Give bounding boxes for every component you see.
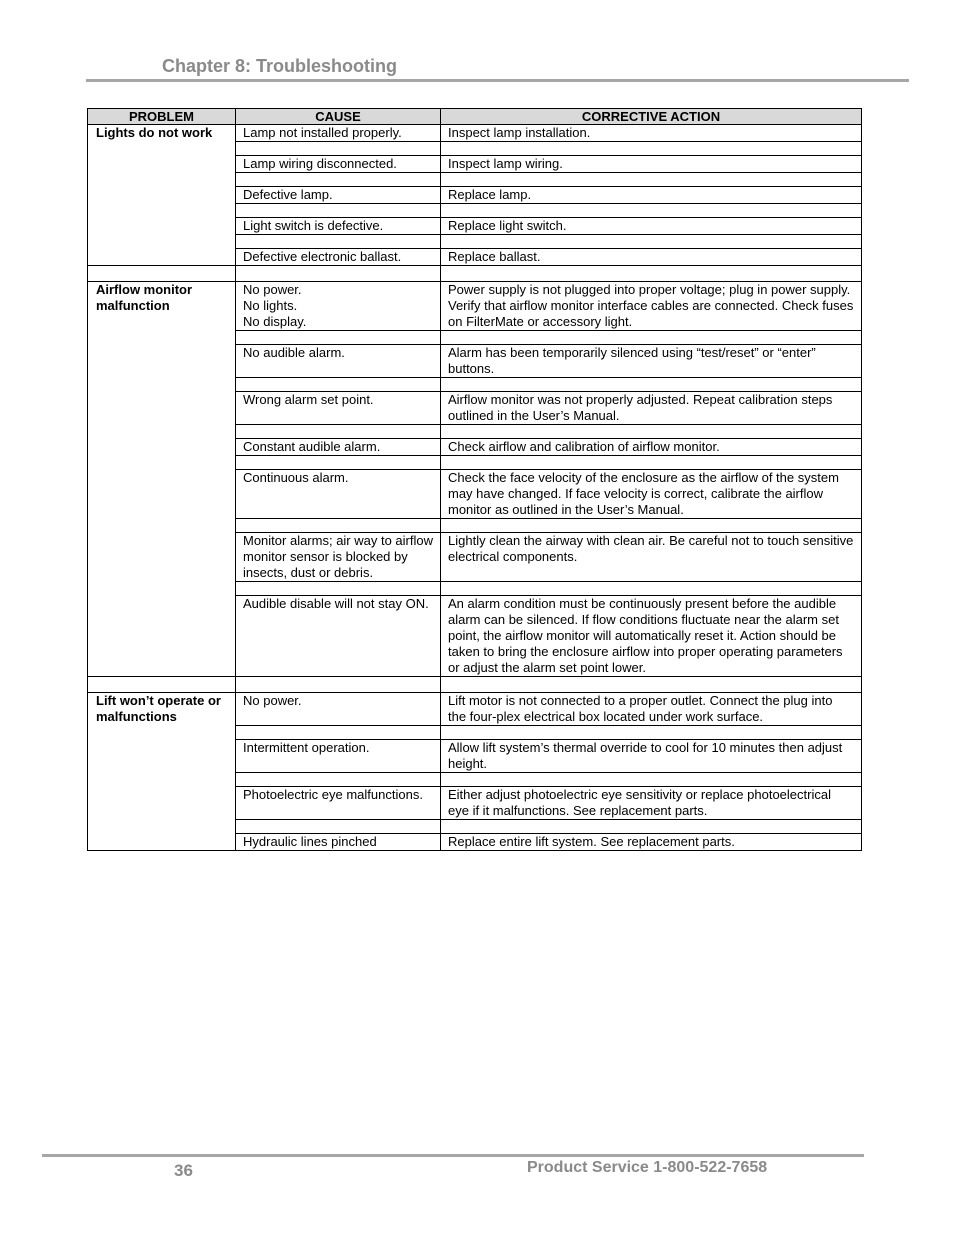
table-body	[88, 125, 862, 851]
cause-cell: Defective electronic ballast.	[236, 249, 441, 266]
corrective-action-cell: Airflow monitor was not properly adjusted. Repeat calibration steps outlined in the User’s Manual.	[441, 392, 862, 425]
blank-cell	[441, 142, 862, 156]
troubleshooting-table	[87, 108, 862, 851]
blank-cell	[236, 378, 441, 392]
cause-cell: Audible disable will not stay ON.	[236, 596, 441, 677]
table-row	[88, 282, 862, 331]
blank-cell	[441, 204, 862, 218]
group-spacer-row	[88, 266, 862, 282]
blank-cell	[236, 773, 441, 787]
blank-cell	[441, 266, 862, 282]
corrective-action-cell: Replace entire lift system. See replacement parts.	[441, 834, 862, 851]
footer-divider	[42, 1154, 864, 1157]
blank-cell	[441, 456, 862, 470]
corrective-action-cell: Check airflow and calibration of airflow monitor.	[441, 439, 862, 456]
problem-cell: Lights do not work	[88, 125, 236, 266]
corrective-action-cell: Allow lift system’s thermal override to cool for 10 minutes then adjust height.	[441, 740, 862, 773]
group-spacer-row	[88, 677, 862, 693]
corrective-action-cell: Power supply is not plugged into proper voltage; plug in power supply. Verify that airflow monitor interface cables are connected. Check fuses on FilterMate or accessory light.	[441, 282, 862, 331]
corrective-action-cell: Lift motor is not connected to a proper outlet. Connect the plug into the four-plex electrical box located under work surface.	[441, 693, 862, 726]
blank-cell	[441, 173, 862, 187]
blank-cell	[88, 677, 236, 693]
problem-cell: Lift won’t operate or malfunctions	[88, 693, 236, 851]
blank-cell	[236, 456, 441, 470]
blank-cell	[236, 582, 441, 596]
blank-cell	[441, 519, 862, 533]
cause-cell: Defective lamp.	[236, 187, 441, 204]
table-header-row	[88, 109, 862, 125]
cause-cell: Hydraulic lines pinched	[236, 834, 441, 851]
blank-cell	[236, 266, 441, 282]
blank-cell	[236, 204, 441, 218]
cause-cell: Intermittent operation.	[236, 740, 441, 773]
blank-cell	[236, 425, 441, 439]
corrective-action-cell: Check the face velocity of the enclosure as the airflow of the system may have changed. If face velocity is correct, calibrate the airflow monitor as outlined in the User’s Manual.	[441, 470, 862, 519]
table-row	[88, 693, 862, 726]
corrective-action-cell: Inspect lamp installation.	[441, 125, 862, 142]
cause-cell: Wrong alarm set point.	[236, 392, 441, 425]
blank-cell	[441, 331, 862, 345]
corrective-action-cell: Replace lamp.	[441, 187, 862, 204]
blank-cell	[441, 425, 862, 439]
table-row	[88, 125, 862, 142]
cause-cell: Light switch is defective.	[236, 218, 441, 235]
problem-cell: Airflow monitor malfunction	[88, 282, 236, 677]
cause-cell: Lamp not installed properly.	[236, 125, 441, 142]
corrective-action-cell: Either adjust photoelectric eye sensitivity or replace photoelectrical eye if it malfunctions. See replacement parts.	[441, 787, 862, 820]
blank-cell	[236, 677, 441, 693]
chapter-title: Chapter 8: Troubleshooting	[162, 56, 398, 76]
blank-cell	[236, 820, 441, 834]
blank-cell	[236, 173, 441, 187]
corrective-action-cell: Inspect lamp wiring.	[441, 156, 862, 173]
blank-cell	[441, 378, 862, 392]
blank-cell	[236, 331, 441, 345]
blank-cell	[441, 235, 862, 249]
blank-cell	[236, 519, 441, 533]
column-header-problem: PROBLEM	[88, 109, 236, 125]
blank-cell	[441, 582, 862, 596]
blank-cell	[441, 773, 862, 787]
blank-cell	[441, 726, 862, 740]
column-header-corrective-action: CORRECTIVE ACTION	[441, 109, 862, 125]
blank-cell	[236, 142, 441, 156]
cause-cell: No power. No lights. No display.	[236, 282, 441, 331]
footer-contact: Product Service 1-800-522-7658	[527, 1159, 768, 1176]
corrective-action-cell: Lightly clean the airway with clean air. Be careful not to touch sensitive electrical components.	[441, 533, 862, 582]
blank-cell	[236, 235, 441, 249]
corrective-action-cell: Alarm has been temporarily silenced using “test/reset” or “enter” buttons.	[441, 345, 862, 378]
cause-cell: Constant audible alarm.	[236, 439, 441, 456]
column-header-cause: CAUSE	[236, 109, 441, 125]
blank-cell	[88, 266, 236, 282]
cause-cell: No audible alarm.	[236, 345, 441, 378]
corrective-action-cell: Replace light switch.	[441, 218, 862, 235]
blank-cell	[236, 726, 441, 740]
cause-cell: Continuous alarm.	[236, 470, 441, 519]
page-number: 36	[174, 1161, 193, 1180]
corrective-action-cell: An alarm condition must be continuously present before the audible alarm can be silenced. If flow conditions fluctuate near the alarm set point, the airflow monitor will automatically reset it. Action should be taken to bring the enclosure airflow into proper operating parameters or adjust the alarm set point lower.	[441, 596, 862, 677]
cause-cell: Monitor alarms; air way to airflow monitor sensor is blocked by insects, dust or debris.	[236, 533, 441, 582]
cause-cell: Photoelectric eye malfunctions.	[236, 787, 441, 820]
blank-cell	[441, 677, 862, 693]
corrective-action-cell: Replace ballast.	[441, 249, 862, 266]
header-divider	[86, 79, 909, 82]
cause-cell: Lamp wiring disconnected.	[236, 156, 441, 173]
blank-cell	[441, 820, 862, 834]
cause-cell: No power.	[236, 693, 441, 726]
